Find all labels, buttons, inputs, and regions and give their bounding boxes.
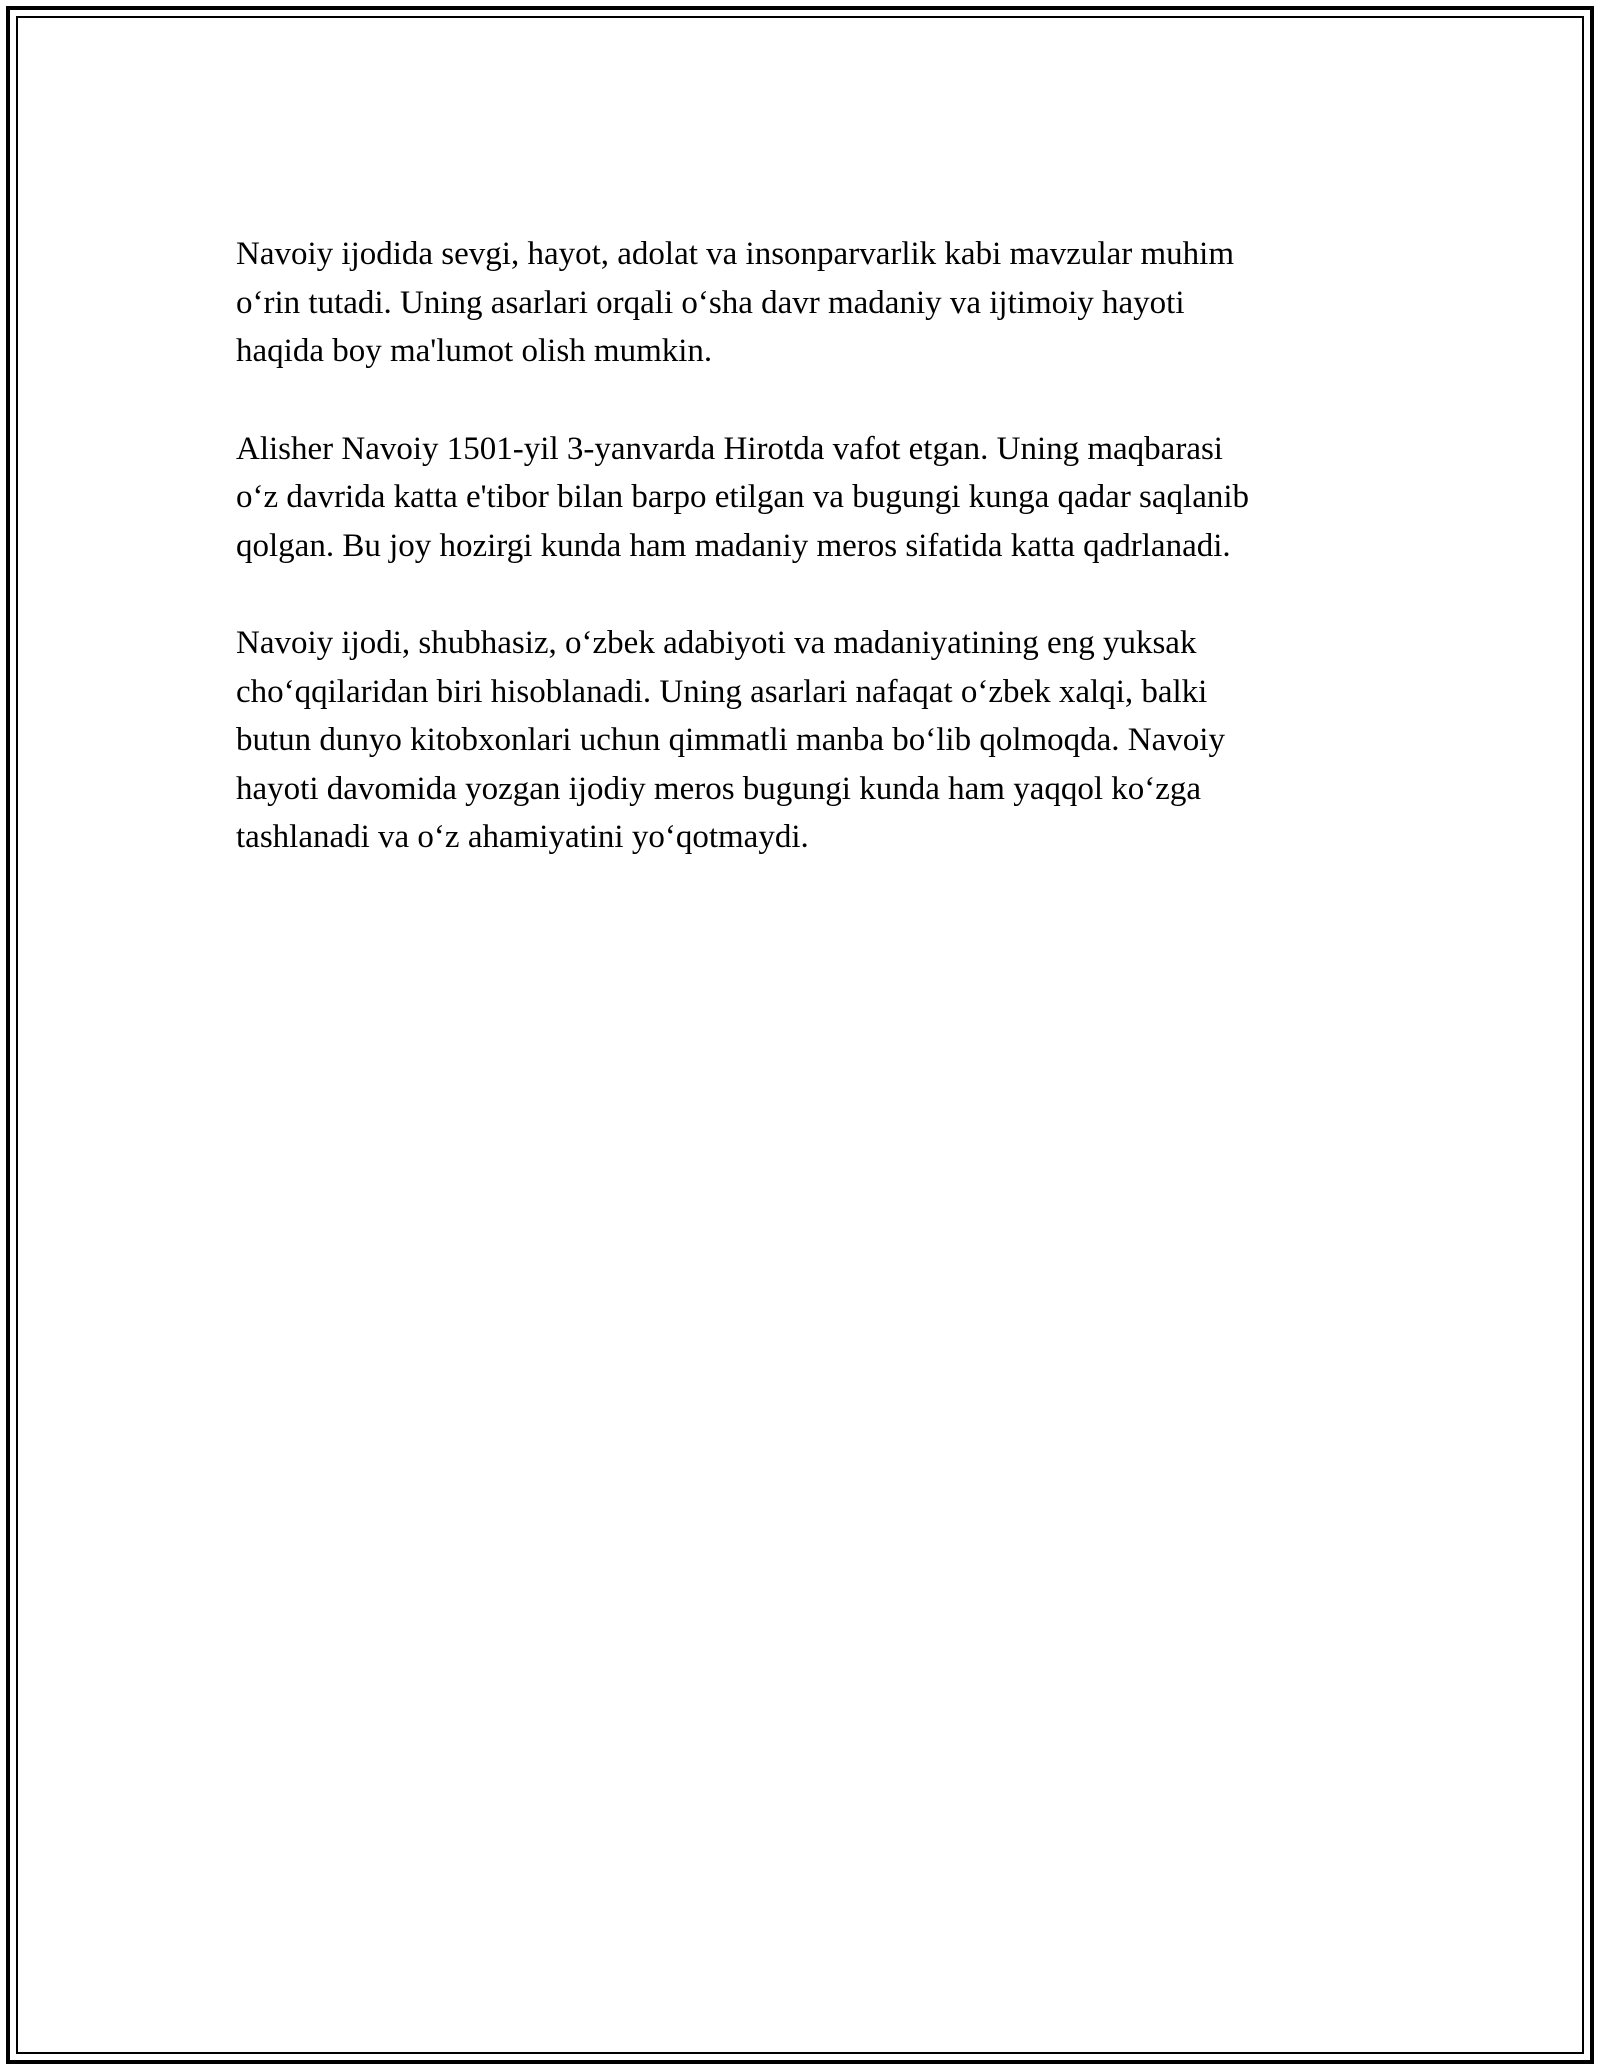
paragraph-2: Alisher Navoiy 1501-yil 3-yanvarda Hirotda vafot etgan. Uning maqbarasi o‘z davrida katta e'tibor bilan barpo etilgan va bugungi kunga qadar saqlanib qolgan. Bu joy hozirgi kunda ham madaniy meros sifatida katta qadrlanadi.: [236, 430, 1250, 564]
paragraph-3: Navoiy ijodi, shubhasiz, o‘zbek adabiyoti va madaniyatining eng yuksak cho‘qqilaridan biri hisoblanadi. Uning asarlari nafaqat o‘zbek xalqi, balki butun dunyo kitobxonlari uchun qimmatli manba bo‘lib qolmoqda. Navoiy hayoti davomida yozgan ijodiy meros bugungi kunda ham yaqqol ko‘zga tashlanadi va o‘z ahamiyatini yo‘qotmaydi.: [236, 625, 1225, 855]
document-body: [236, 230, 1366, 911]
paragraph-1: Navoiy ijodida sevgi, hayot, adolat va insonparvarlik kabi mavzular muhim o‘rin tutadi. Uning asarlari orqali o‘sha davr madaniy va ijtimoiy hayoti haqida boy ma'lumot olish mumkin.: [236, 236, 1235, 369]
